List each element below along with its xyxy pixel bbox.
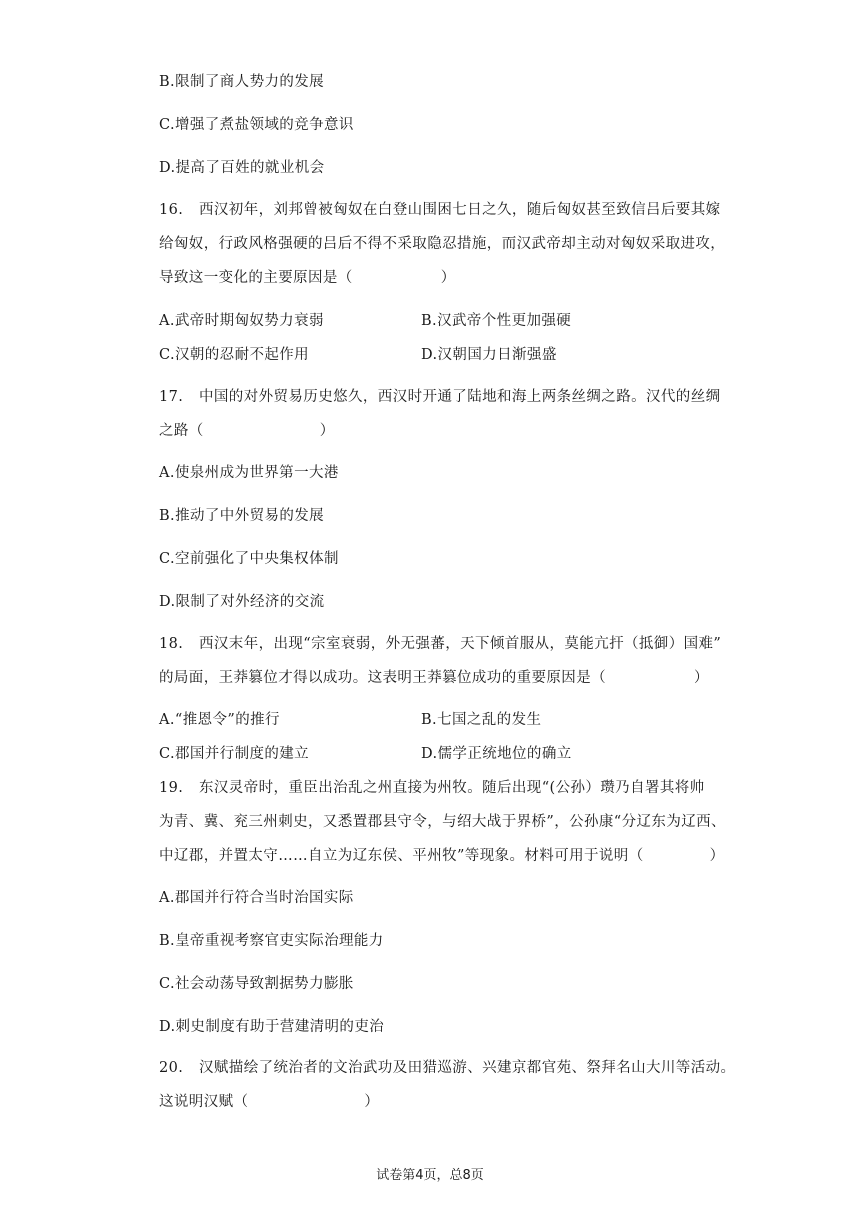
q17-option-c: C.空前强化了中央集权体制 — [159, 551, 339, 567]
q16-number: 16. — [159, 202, 184, 218]
q17-number: 17. — [159, 389, 184, 405]
q18-stem-line-2 — [159, 668, 709, 688]
q18-option-b: B.七国之乱的发生 — [421, 712, 542, 728]
q19-option-c: C.社会动荡导致割据势力膨胀 — [159, 976, 354, 992]
q18-text-2: 的局面，王莽篡位才得以成功。这表明王莽篡位成功的重要原因是（ — [159, 670, 606, 686]
q19-option-d: D.刺史制度有助于营建清明的吏治 — [159, 1019, 385, 1035]
q17-stem-line-2 — [159, 421, 335, 441]
q20-stem-line-2 — [159, 1092, 379, 1112]
q17-stem-line-1 — [159, 387, 721, 407]
q15-option-c: C.增强了煮盐领域的竞争意识 — [159, 117, 354, 133]
q20-close-paren: ） — [364, 1094, 380, 1110]
q16-stem-line-3 — [159, 268, 456, 288]
q18-option-d: D.儒学正统地位的确立 — [421, 746, 572, 762]
q18-option-a: A.“推恩令”的推行 — [159, 712, 280, 728]
q16-stem-line-1 — [159, 200, 721, 220]
q16-option-c: C.汉朝的忍耐不起作用 — [159, 347, 310, 363]
q18-stem-line-1 — [159, 634, 721, 654]
q19-text-1: 东汉灵帝时，重臣出治乱之州直接为州牧。随后出现“(公孙）瓒乃自署其将帅 — [199, 780, 705, 796]
q18-close-paren: ） — [694, 670, 709, 686]
q19-stem-line-3 — [159, 846, 725, 866]
q17-option-b: B.推动了中外贸易的发展 — [159, 508, 325, 524]
q18-number: 18. — [159, 636, 184, 652]
q17-text-2: 之路（ — [159, 423, 204, 439]
q20-text-1: 汉赋描绘了统治者的文治武功及田猎巡游、兴建京都官苑、祭拜名山大川等活动。 — [199, 1060, 736, 1076]
q16-option-b: B.汉武帝个性更加强硬 — [421, 313, 572, 329]
page-footer: 试卷第4页，总8页 — [376, 1168, 484, 1183]
q19-text-3: 中辽郡，并置太守……自立为辽东侯、平州牧”等现象。材料可用于说明（ — [159, 848, 644, 864]
q19-stem-line-1 — [159, 778, 705, 798]
q15-option-b: B.限制了商人势力的发展 — [159, 74, 325, 90]
q15-option-d: D.提高了百姓的就业机会 — [159, 160, 325, 176]
q18-option-c: C.郡国并行制度的建立 — [159, 746, 310, 762]
q17-close-paren: ） — [319, 423, 335, 439]
q20-text-2: 这说明汉赋（ — [159, 1094, 249, 1110]
q17-option-a: A.使泉州成为世界第一大港 — [159, 465, 339, 481]
q18-text-1: 西汉末年，出现“宗室衰弱，外无强蕃，天下倾首服从，莫能亢扞（抵御）国难” — [199, 636, 722, 652]
q19-option-a: A.郡国并行符合当时治国实际 — [159, 890, 354, 906]
q20-number: 20. — [159, 1060, 184, 1076]
q17-text-1: 中国的对外贸易历史悠久，西汉时开通了陆地和海上两条丝绸之路。汉代的丝绸 — [199, 389, 721, 405]
q16-option-a: A.武帝时期匈奴势力衰弱 — [159, 313, 324, 329]
q17-option-d: D.限制了对外经济的交流 — [159, 594, 325, 610]
q16-option-d: D.汉朝国力日渐强盛 — [421, 347, 557, 363]
q16-stem-line-2: 给匈奴，行政风格强硬的吕后不得不采取隐忍措施，而汉武帝却主动对匈奴采取进攻， — [159, 236, 726, 252]
q19-close-paren: ） — [709, 848, 725, 864]
q19-number: 19. — [159, 780, 184, 796]
q19-stem-line-2: 为青、冀、兖三州刺史，又悉置郡县守令，与绍大战于界桥”，公孙康“分辽东为辽西、 — [159, 814, 726, 830]
q16-close-paren: ） — [440, 270, 456, 286]
q20-stem-line-1 — [159, 1058, 735, 1078]
q16-text-1: 西汉初年，刘邦曾被匈奴在白登山围困七日之久，随后匈奴甚至致信吕后要其嫁 — [199, 202, 721, 218]
q16-text-3: 导致这一变化的主要原因是（ — [159, 270, 353, 286]
q19-option-b: B.皇帝重视考察官吏实际治理能力 — [159, 933, 384, 949]
